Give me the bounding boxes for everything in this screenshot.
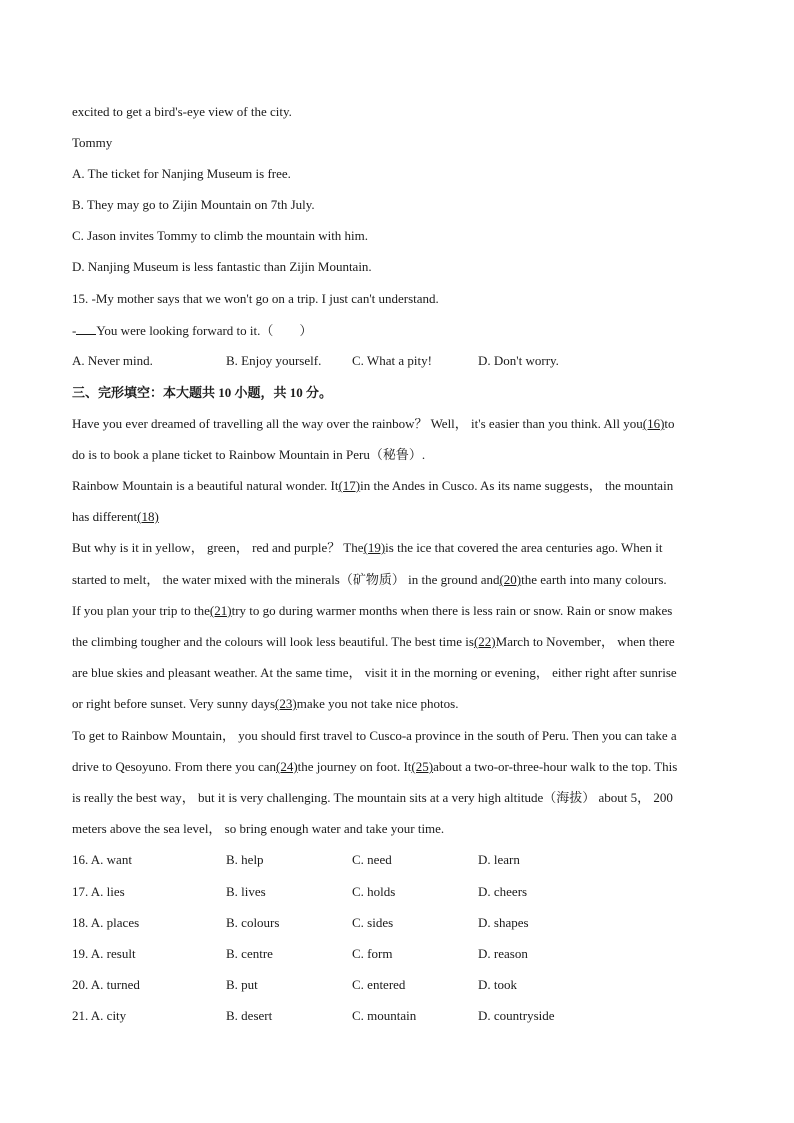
passage-text: to	[664, 416, 675, 431]
q16-option-a[interactable]: 16. A. want	[72, 852, 132, 867]
q19-option-d[interactable]: D. reason	[478, 946, 528, 961]
passage-text: in the Andes in Cusco. As its name suggests， the mountain	[360, 478, 674, 493]
q14-option-d: D. Nanjing Museum is less fantastic than Zijin Mountain.	[72, 259, 372, 274]
q17-option-b[interactable]: B. lives	[226, 884, 266, 899]
passage-text: try to go during warmer months when there is less rain or snow. Rain or snow makes	[231, 603, 673, 618]
section3-heading-mid: 小题，共	[231, 385, 290, 400]
q14-option-b: B. They may go to Zijin Mountain on 7th July.	[72, 197, 315, 212]
passage-text: started to melt， the water mixed with the minerals（矿物质） in the ground and	[72, 572, 500, 587]
q17-option-d[interactable]: D. cheers	[478, 884, 528, 899]
question-20-row	[72, 977, 722, 993]
letter-signature: Tommy	[72, 135, 113, 150]
blank-21[interactable]: (21)	[209, 603, 232, 618]
q21-option-b[interactable]: B. desert	[226, 1008, 273, 1023]
q17-option-c[interactable]: C. holds	[352, 884, 396, 899]
q20-option-b[interactable]: B. put	[226, 977, 258, 992]
q20-option-a[interactable]: 20. A. turned	[72, 977, 140, 992]
passage-text: drive to Qesoyuno. From there you can	[72, 759, 276, 774]
passage-line-9: are blue skies and pleasant weather. At the same time， visit it in the morning or evening， either right after sunrise	[72, 665, 677, 680]
passage-line-8	[72, 634, 675, 650]
q20-option-d[interactable]: D. took	[478, 977, 517, 992]
passage-text: the climbing tougher and the colours will look less beautiful. The best time is	[72, 634, 474, 649]
q15-option-a: A. Never mind.	[72, 353, 153, 368]
q15-line2	[72, 322, 312, 339]
passage-line-11: To get to Rainbow Mountain， you should first travel to Cusco-a province in the south of Peru. Then you can take a	[72, 728, 677, 743]
section3-score: 10	[289, 385, 303, 400]
q15-options	[72, 353, 722, 369]
passage-line-13: is really the best way， but it is very challenging. The mountain sits at a very high altitude（海拔） about 5， 200	[72, 790, 673, 805]
passage-line-7	[72, 603, 672, 619]
blank-24[interactable]: (24)	[275, 759, 298, 774]
q14-option-a: A. The ticket for Nanjing Museum is free.	[72, 166, 291, 181]
q15-paren-close: ）	[299, 323, 313, 338]
q18-option-d[interactable]: D. shapes	[478, 915, 529, 930]
q18-option-b[interactable]: B. colours	[226, 915, 280, 930]
passage-line-14: meters above the sea level， so bring enough water and take your time.	[72, 821, 445, 836]
blank-19[interactable]: (19)	[363, 540, 386, 555]
q15-option-b: B. Enjoy yourself.	[226, 353, 322, 368]
passage-text: If you plan your trip to the	[72, 603, 210, 618]
q15-option-c: C. What a pity!	[352, 353, 432, 368]
passage-text: or right before sunset. Very sunny days	[72, 696, 276, 711]
q15-answer-blank[interactable]	[76, 322, 96, 335]
q17-option-a[interactable]: 17. A. lies	[72, 884, 125, 899]
blank-25[interactable]: (25)	[411, 759, 434, 774]
q15-line2-text: You were looking forward to it.（	[96, 323, 274, 338]
q21-option-a[interactable]: 21. A. city	[72, 1008, 127, 1023]
passage-text: the earth into many colours.	[521, 572, 667, 587]
question-21-row	[72, 1008, 722, 1024]
blank-23[interactable]: (23)	[275, 696, 297, 711]
passage-text: about a two-or-three-hour walk to the top. This	[433, 759, 678, 774]
q18-option-a[interactable]: 18. A. places	[72, 915, 140, 930]
q15-option-d: D. Don't worry.	[478, 353, 559, 368]
letter-closing-line: excited to get a bird's-eye view of the city.	[72, 104, 292, 119]
question-16-row	[72, 852, 722, 868]
q16-option-c[interactable]: C. need	[352, 852, 392, 867]
q15-stem: 15. -My mother says that we won't go on a trip. I just can't understand.	[72, 291, 439, 306]
section3-heading	[72, 385, 332, 401]
q16-option-d[interactable]: D. learn	[478, 852, 520, 867]
q19-option-a[interactable]: 19. A. result	[72, 946, 136, 961]
blank-16[interactable]: (16)	[642, 416, 665, 431]
passage-text: the journey on foot. It	[297, 759, 412, 774]
passage-text: is the ice that covered the area centuries ago. When it	[385, 540, 663, 555]
q18-option-c[interactable]: C. sides	[352, 915, 394, 930]
passage-text: make you not take nice photos.	[296, 696, 459, 711]
passage-line-1	[72, 416, 675, 432]
passage-text: March to November， when there	[495, 634, 675, 649]
section3-heading-suffix: 分。	[302, 385, 333, 400]
passage-text: Have you ever dreamed of travelling all the way over the rainbow？ Well， it's easier than you think. All you	[72, 416, 643, 431]
q20-option-c[interactable]: C. entered	[352, 977, 406, 992]
q19-option-c[interactable]: C. form	[352, 946, 393, 961]
section3-question-count: 10	[218, 385, 232, 400]
q21-option-c[interactable]: C. mountain	[352, 1008, 417, 1023]
question-18-row	[72, 915, 722, 931]
section3-heading-prefix: 三、完形填空：本大题共	[72, 385, 219, 400]
q19-option-b[interactable]: B. centre	[226, 946, 273, 961]
passage-line-6	[72, 572, 667, 588]
passage-text: But why is it in yellow， green， red and purple？ The	[72, 540, 364, 555]
passage-line-2: do is to book a plane ticket to Rainbow Mountain in Peru（秘鲁）.	[72, 447, 426, 462]
blank-22[interactable]: (22)	[473, 634, 496, 649]
passage-line-4	[72, 509, 159, 525]
passage-text: has different	[72, 509, 138, 524]
q21-option-d[interactable]: D. countryside	[478, 1008, 555, 1023]
question-19-row	[72, 946, 722, 962]
blank-18[interactable]: (18)	[137, 509, 159, 524]
passage-line-12	[72, 759, 677, 775]
blank-20[interactable]: (20)	[499, 572, 522, 587]
q14-option-c: C. Jason invites Tommy to climb the mountain with him.	[72, 228, 369, 243]
question-17-row	[72, 884, 722, 900]
q15-dash: -	[72, 323, 77, 338]
blank-17[interactable]: (17)	[338, 478, 361, 493]
q16-option-b[interactable]: B. help	[226, 852, 264, 867]
passage-line-5	[72, 540, 663, 556]
passage-line-3	[72, 478, 673, 494]
passage-line-10	[72, 696, 458, 712]
passage-text: Rainbow Mountain is a beautiful natural wonder. It	[72, 478, 339, 493]
